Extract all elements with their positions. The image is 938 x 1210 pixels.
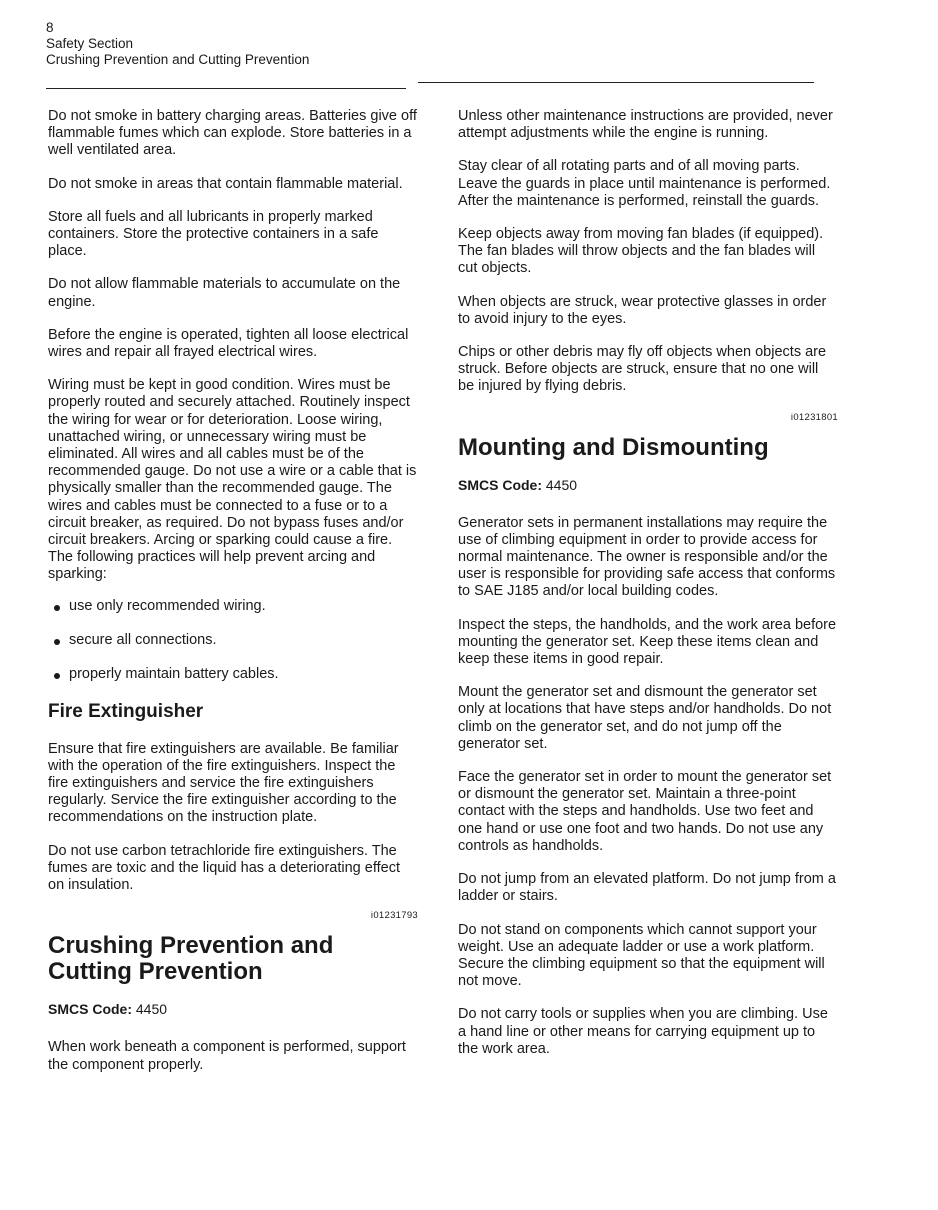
list-item <box>48 632 418 649</box>
bullet-icon <box>54 605 60 611</box>
list-item <box>48 666 418 683</box>
paragraph: Do not carry tools or supplies when you are climbing. Use a hand line or other means for carrying equipment up to the work area. <box>458 1006 828 1057</box>
list-item <box>48 598 418 615</box>
smcs-code <box>458 477 838 493</box>
paragraph: Mount the generator set and dismount the generator set only at locations that have steps and/or handholds. Do not climb on the generator set, and do not jump off the generator set. <box>458 684 832 752</box>
paragraph: When work beneath a component is performed, support the component properly. <box>48 1039 406 1073</box>
paragraph: Face the generator set in order to mount the generator set or dismount the generator set. Maintain a three-point contact with the steps and handholds. Use two feet and one hand or use one foot and two hands. Do not use any controls as handholds. <box>458 769 832 854</box>
header-rule-right <box>418 82 814 83</box>
bullet-list <box>48 598 418 683</box>
list-item-text: use only recommended wiring. <box>69 597 266 614</box>
fire-extinguisher-heading: Fire Extinguisher <box>48 700 204 722</box>
paragraph: Do not stand on components which cannot support your weight. Use an adequate ladder or use a work platform. Secure the climbing equipment so that the equipment will not move. <box>458 921 825 990</box>
section-name: Safety Section <box>46 36 134 51</box>
left-column <box>48 108 418 1090</box>
document-reference-id: i01231793 <box>370 910 418 922</box>
paragraph: Do not jump from an elevated platform. Do not jump from a ladder or stairs. <box>458 871 836 905</box>
smcs-value: 4450 <box>135 1001 168 1018</box>
paragraph: Wiring must be kept in good condition. Wires must be properly routed and securely attached. Routinely inspect the wiring for wear or for deterioration. Loose wiring, unattached wiring, or unnecessary wiring must be eliminated. All wires and all cables must be of the recommended gauge. Do not use a wire or a cable that is physically smaller than the recommended gauge. The wires and cables must be connected to a fuse or to a circuit breaker, as required. Do not bypass fuses and/or circuit breakers. Arcing or sparking could cause a fire. The following practices will help prevent arcing and sparking: <box>48 377 417 583</box>
paragraph: Ensure that fire extinguishers are available. Be familiar with the operation of the fire extinguishers. Inspect the fire extinguishers and service the fire extinguishers regularly. Service the fire extinguisher according to the recommendations on the instruction plate. <box>48 740 399 826</box>
mounting-dismounting-heading: Mounting and Dismounting <box>458 433 769 461</box>
list-item-text: secure all connections. <box>69 631 217 648</box>
paragraph: Do not smoke in battery charging areas. Batteries give off flammable fumes which can explode. Store batteries in a well ventilated area. <box>48 108 417 159</box>
crushing-prevention-heading <box>48 933 418 985</box>
right-column <box>458 108 838 1074</box>
paragraph: Generator sets in permanent installations may require the use of climbing equipment in order to provide access for normal maintenance. The owner is responsible and/or the user is responsible for providing safe access that conforms to SAE J185 and/or local building codes. <box>458 514 836 600</box>
paragraph: Do not use carbon tetrachloride fire extinguishers. The fumes are toxic and the liquid has a deteriorating effect on insulation. <box>48 842 400 894</box>
heading-line: Crushing Prevention and <box>48 932 334 960</box>
paragraph: When objects are struck, wear protective glasses in order to avoid injury to the eyes. <box>458 293 827 327</box>
bullet-icon <box>54 639 60 645</box>
subsection-name: Crushing Prevention and Cutting Prevention <box>46 52 310 67</box>
header-rule-left <box>46 88 406 89</box>
smcs-label: SMCS Code: <box>48 1001 132 1018</box>
smcs-label: SMCS Code: <box>458 476 542 493</box>
paragraph: Keep objects away from moving fan blades (if equipped). The fan blades will throw objects and the fan blades will cut objects. <box>458 226 824 277</box>
page-number: 8 <box>46 20 54 35</box>
smcs-value: 4450 <box>545 476 578 493</box>
smcs-code <box>48 1001 418 1017</box>
document-reference-id: i01231801 <box>790 411 838 423</box>
paragraph: Store all fuels and all lubricants in properly marked containers. Store the protective containers in a safe place. <box>48 208 379 260</box>
paragraph: Unless other maintenance instructions are provided, never attempt adjustments while the engine is running. <box>458 108 833 142</box>
list-item-text: properly maintain battery cables. <box>69 665 279 682</box>
paragraph: Stay clear of all rotating parts and of all moving parts. Leave the guards in place until maintenance is performed. After the maintenance is performed, reinstall the guards. <box>458 158 831 209</box>
paragraph: Do not allow flammable materials to accumulate on the engine. <box>48 276 401 310</box>
page-header <box>46 20 309 68</box>
paragraph: Do not smoke in areas that contain flammable material. <box>48 175 403 192</box>
paragraph: Inspect the steps, the handholds, and the work area before mounting the generator set. Keep these items clean and keep these items in good repair. <box>458 616 837 668</box>
paragraph: Before the engine is operated, tighten all loose electrical wires and repair all frayed electrical wires. <box>48 326 409 361</box>
heading-line: Cutting Prevention <box>48 958 263 986</box>
paragraph: Chips or other debris may fly off objects when objects are struck. Before objects are struck, ensure that no one will be injured by flying debris. <box>458 344 827 395</box>
bullet-icon <box>54 673 60 679</box>
